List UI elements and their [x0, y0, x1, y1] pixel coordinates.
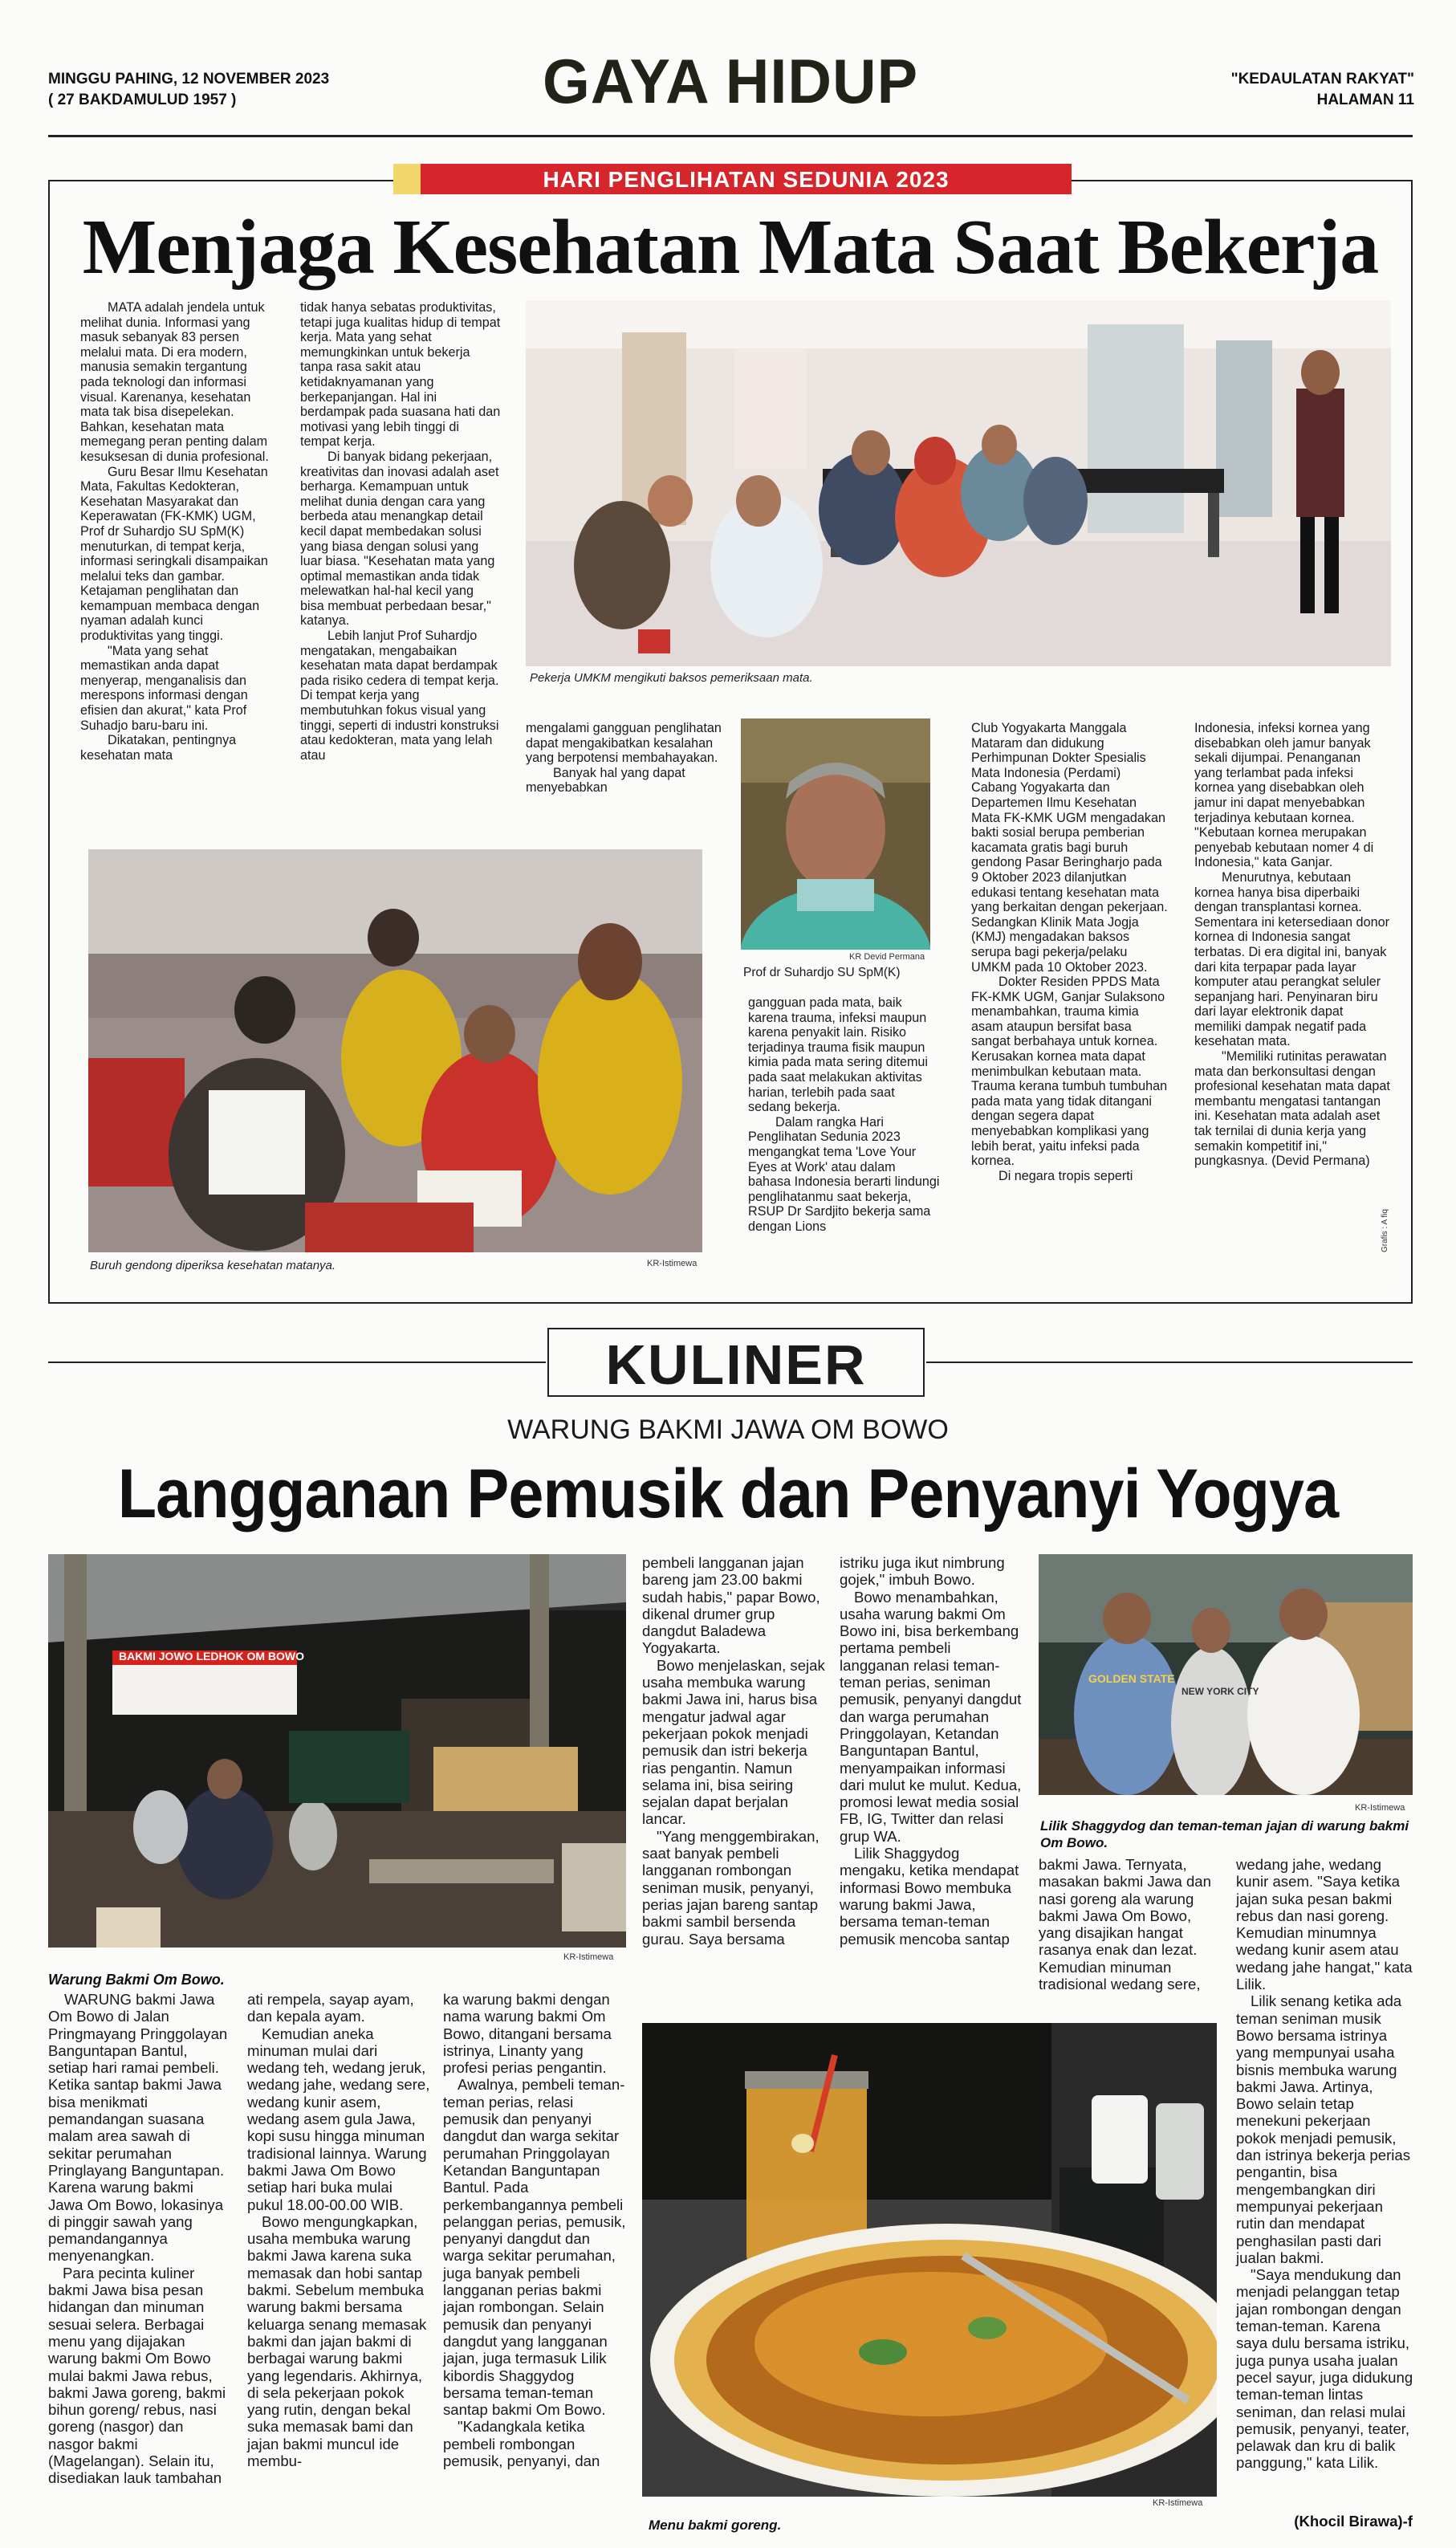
paragraph: "Saya mendukung dan menjadi pelanggan tetap jajan rombongan dengan teman-teman. Karena saya dulu bersama istriku, juga punya usaha jualan pecel sayur, juga didukung teman-teman lintas seniman, dan relasi mulai pemusik, penyanyi, teater, pelawak dan kru di balik panggung," kata Lilik.: [1236, 2266, 1413, 2472]
shirt-text-1: GOLDEN STATE: [1088, 1672, 1175, 1685]
bakmi-goreng-photo: [642, 2023, 1217, 2497]
paragraph: ati rempela, sayap ayam, dan kepala ayam.: [247, 1991, 414, 2025]
portrait-caption: Prof dr Suhardjo SU SpM(K): [743, 966, 901, 979]
paragraph: "Yang menggembirakan, saat banyak pembeli langganan rombongan seniman musik, penyanyi, perias jajan bareng santap bakmi sambil bersenda gurau. Saya bersama: [642, 1827, 820, 1948]
paragraph: ka warung bakmi dengan nama warung bakmi Om Bowo, ditangani bersama istrinya, Linanty yang profesi perias pengantin.: [443, 1991, 612, 2077]
photo2-credit: KR-Istimewa: [647, 1259, 697, 1268]
kuliner-section-box: [547, 1328, 925, 1397]
kicker-accent: [393, 164, 421, 194]
paragraph: Bowo menambahkan, usaha warung bakmi Om Bowo ini, bisa berkembang pertama pembeli langganan relasi teman-teman perias, seniman pemusik, penyanyi dangdut dan warga perumahan Pringgolayan, Ketandan Banguntapan Bantul, menyampaikan informasi dari mulut ke mulut. Kedua, promosi lewat media sosial FB, IG, Twitter dan relasi grup WA.: [840, 1588, 1022, 1845]
article2-column-g: [1236, 1856, 1414, 2472]
article1-column-2: [300, 300, 501, 763]
paragraph: Banyak hal yang dapat menyebabkan: [526, 765, 685, 796]
paragraph: Dikatakan, pentingnya kesehatan mata: [80, 733, 237, 763]
kuliner-rule-right: [926, 1362, 1413, 1363]
paragraph: Di negara tropis seperti: [998, 1168, 1133, 1183]
article2-column-e: [840, 1554, 1023, 1948]
paragraph: Awalnya, pembeli teman-teman perias, relasi pemusik dan penyanyi dangdut dan warga sekitar perumahan Pringgolayan Ketandan Banguntapan Bantul. Pada perkembangannya pembeli pelanggan perias, pemusik, penyanyi dangdut dan warga sekitar perumahan, juga banyak pembeli langganan perias bakmi jajan rombongan. Selain pemusik dan penyanyi dangdut yang langganan jajan, juga termasuk Lilik kibordis Shaggydog bersama teman-teman santap bakmi Om Bowo.: [443, 2076, 626, 2419]
paragraph: Bowo menjelaskan, sejak usaha membuka warung bakmi Jawa ini, harus bisa mengatur jadwal agar pekerjaan pokok menjadi pemusik dan istri bekerja rias pengantin. Namun selama ini, bisa seiring sejalan dapat berjalan lancar.: [642, 1656, 825, 1828]
date-line: MINGGU PAHING, 12 NOVEMBER 2023: [48, 71, 330, 88]
paragraph: wedang jahe, wedang kunir asem. "Saya ketika jajan suka pesan bakmi rebus dan nasi goreng. Kemudian minumnya wedang kunir asem atau wedang jahe hangat," kata Lilik.: [1236, 1856, 1413, 1993]
article2-column-c: [443, 1991, 626, 2469]
warung-photo-caption: Warung Bakmi Om Bowo.: [48, 1972, 225, 1988]
paragraph: pembeli langganan jajan bareng jam 23.00 bakmi sudah habis," papar Bowo, dikenal drumer grup dangdut Baladewa Yogyakarta.: [642, 1554, 820, 1657]
paragraph: "Memiliki rutinitas perawatan mata dan berkonsultasi dengan profesional kesehatan mata dapat membantu mengatasi tantangan ini. Kesehatan mata adalah aset tak ternilai di dunia kerja yang semakin kompetitif ini," pungkasnya. (Devid Permana): [1194, 1049, 1390, 1169]
lilik-photo-credit: KR-Istimewa: [1355, 1803, 1405, 1813]
warung-photo-credit: KR-Istimewa: [563, 1952, 614, 1962]
paragraph: WARUNG bakmi Jawa Om Bowo di Jalan Pringmayang Pringgolayan Banguntapan Bantul, setiap hari ramai pembeli. Ketika santap bakmi Jawa bisa menikmati pemandangan suasana malam area sawah di sekitar perumahan Pringlayang Banguntapan. Karena warung bakmi Jawa Om Bowo, lokasinya di pinggir sawah yang pemandangannya menyenangkan.: [48, 1991, 228, 2265]
paragraph: MATA adalah jendela untuk melihat dunia. Informasi yang masuk sebanyak 83 persen melalui mata. Di era modern, manusia semakin tergantung pada teknologi dan informasi visual. Karenanya, kesehatan mata tak bisa disepelekan. Bahkan, kesehatan mata memegang peran penting dalam kesuksesan di dunia profesional.: [80, 300, 269, 464]
buruh-gendong-photo: [88, 849, 702, 1252]
paragraph: Kemudian aneka minuman mulai dari wedang teh, wedang jeruk, wedang jahe, wedang sere, wedang kunir asem, wedang asem gula Jawa, kopi susu hingga minuman tradisional lainnya. Warung bakmi Jawa Om Bowo setiap hari buka mulai pukul 18.00-00.00 WIB.: [247, 2025, 430, 2213]
designer-credit: Grafis : A fiq: [1381, 1209, 1389, 1252]
photo1-caption: Pekerja UMKM mengikuti baksos pemeriksaan mata.: [530, 671, 813, 685]
photo2-caption: Buruh gendong diperiksa kesehatan matanya.: [90, 1259, 336, 1272]
shirt-text-2: NEW YORK CITY: [1181, 1686, 1259, 1697]
article2-column-d: [642, 1554, 825, 1948]
paragraph: Dalam rangka Hari Penglihatan Sedunia 2023 mengangkat tema 'Love Your Eyes at Work' atau dalam bahasa Indonesia berarti lindungi penglihatanmu saat bekerja, RSUP Dr Sardjito bekerja sama dengan Lions: [748, 1114, 940, 1234]
paragraph: bakmi Jawa. Ternyata, masakan bakmi Jawa dan nasi goreng ala warung bakmi Jawa Om Bowo, yang disajikan hangat rasanya enak dan lezat. Kemudian minuman tradisional wedang sere,: [1039, 1856, 1211, 1993]
paragraph: Guru Besar Ilmu Kesehatan Mata, Fakultas Kedokteran, Kesehatan Masyarakat dan Keperawatan (FK-KMK) UGM, Prof dr Suhardjo SU SpM(K) menuturkan, di tempat kerja, informasi seringkali disampaikan melalui teks dan gambar. Ketajaman penglihatan dan kemampuan membaca dengan nyaman adalah kunci produktivitas yang tinggi.: [80, 464, 268, 644]
article1-column-3: [526, 721, 730, 796]
article1-column-4: [748, 995, 941, 1235]
paragraph: "Mata yang sehat memastikan anda dapat menyerap, menganalisis dan merespons informasi dengan efisien dan akurat," kata Prof Suhadjo baru-baru ini.: [80, 643, 248, 733]
section-title: GAYA HIDUP: [542, 46, 919, 116]
paragraph: Dokter Residen PPDS Mata FK-KMK UGM, Ganjar Sulaksono menambahkan, trauma kimia asam ataupun bersifat basa sangat berbahaya untuk kornea. Kerusakan kornea mata dapat menimbulkan kebutaan mata. Trauma kerana tumbuh tumbuhan pada mata yang tidak ditangani dengan segera dapat menyebabkan komplikasi yang lebih berat, yaitu infeksi pada kornea.: [971, 975, 1168, 1169]
kuliner-rule-left: [48, 1362, 546, 1363]
paragraph: Di banyak bidang pekerjaan, kreativitas dan inovasi adalah aset berharga. Kemampuan untuk melihat dunia dengan cara yang berbeda atau menangkap detail kecil dapat membedakan solusi yang biasa dengan solusi yang luar biasa. "Kesehatan mata yang optimal memastikan anda tidak melewatkan hal-hal kecil yang bisa membuat perbedaan besar," katanya.: [300, 449, 499, 629]
article2-column-b: [247, 1991, 430, 2469]
paragraph: tidak hanya sebatas produktivitas, tetapi juga kualitas hidup di tempat kerja. Mata yang sehat memungkinkan untuk bekerja tanpa rasa sakit atau ketidaknyamanan yang berkepanjangan. Hal ini berdampak pada suasana hati dan motivasi yang lebih tinggi di tempat kerja.: [300, 300, 501, 450]
article1-kicker-band: [393, 164, 1072, 194]
paragraph: Club Yogyakarta Manggala Mataram dan didukung Perhimpunan Dokter Spesialis Mata Indonesia (Perdami) Cabang Yogyakarta dan Departemen Ilmu Kesehatan Mata FK-KMK UGM mengadakan bakti sosial berupa pemberian kacamata gratis bagi buruh gendong Pasar Beringharjo pada 9 Oktober 2023 dilanjutkan edukasi tentang kesehatan mata yang berkaitan dengan pekerjaan. Sedangkan Klinik Mata Jogja (KMJ) mengadakan baksos serupa bagi pekerja/pelaku UMKM pada 10 Oktober 2023.: [971, 721, 1168, 975]
article2-column-a: [48, 1991, 231, 2487]
byline: (Khocil Birawa)-f: [1294, 2513, 1413, 2530]
masthead-rule: [48, 135, 1413, 137]
paragraph: mengalami gangguan penglihatan dapat mengakibatkan kesalahan yang berpotensi membahayakan.: [526, 721, 722, 766]
paragraph: Indonesia, infeksi kornea yang disebabkan oleh jamur banyak sekali dijumpai. Penanganan yang terlambat pada infeksi kornea yang disebabkan oleh jamur ini dapat menyebabkan terjadinya kebutaan kornea. "Kebutaan kornea merupakan penyebab kebutaan nomer 4 di Indonesia," kata Ganjar.: [1194, 721, 1374, 870]
javanese-date: ( 27 BAKDAMULUD 1957 ): [48, 92, 237, 108]
article1-column-6: [1194, 721, 1391, 1169]
article1-headline: Menjaga Kesehatan Mata Saat Bekerja: [82, 204, 1379, 291]
umkm-waiting-room-photo: [526, 300, 1391, 666]
warung-photo: [48, 1554, 626, 1948]
paragraph: "Kadangkala ketika pembeli rombongan pemusik, penyanyi, dan: [443, 2418, 600, 2470]
article2-headline: Langganan Pemusik dan Penyanyi Yogya: [117, 1455, 1339, 1532]
publication-name: "KEDAULATAN RAKYAT": [1230, 71, 1414, 88]
bakmi-photo-caption: Menu bakmi goreng.: [649, 2517, 782, 2533]
portrait-credit: KR Devid Permana: [849, 952, 925, 962]
sign-text: BAKMI JOWO LEDHOK OM BOWO: [119, 1650, 304, 1663]
paragraph: Para pecinta kuliner bakmi Jawa bisa pesan hidangan dan minuman sesuai selera. Berbagai menu yang dijajakan warung bakmi Om Bowo mulai bakmi Jawa rebus, bakmi Jawa goreng, bakmi bihun goreng/ rebus, nasi goreng (nasgor) dan nasgor bakmi (Magelangan). Selain itu, disediakan lauk tambahan: [48, 2264, 226, 2487]
paragraph: Lilik Shaggydog mengaku, ketika mendapat informasi Bowo membuka warung bakmi Jawa, bersama teman-teman pemusik mencoba santap: [840, 1845, 1019, 1948]
lilik-friends-photo: [1039, 1554, 1413, 1795]
paragraph: gangguan pada mata, baik karena trauma, infeksi maupun karena penyakit lain. Risiko terjadinya trauma fisik maupun kimia pada mata sering ditemui pada saat melakukan aktivitas harian, terlebih pada saat sedang bekerja.: [748, 995, 929, 1115]
suhardjo-portrait: [741, 718, 930, 950]
article2-column-f: [1039, 1856, 1215, 1992]
article2-kicker: WARUNG BAKMI JAWA OM BOWO: [507, 1414, 949, 1445]
kuliner-section-title: KULINER: [605, 1333, 867, 1396]
article1-kicker: HARI PENGLIHATAN SEDUNIA 2023: [543, 167, 950, 192]
lilik-photo-caption: Lilik Shaggydog dan teman-teman jajan di warung bakmi Om Bowo.: [1040, 1818, 1409, 1850]
page-number: HALAMAN 11: [1316, 92, 1414, 108]
bakmi-photo-credit: KR-Istimewa: [1153, 2498, 1203, 2508]
paragraph: istriku juga ikut nimbrung gojek," imbuh Bowo.: [840, 1554, 1005, 1589]
paragraph: Lilik senang ketika ada teman seniman musik Bowo bersama istrinya yang mempunyai usaha bisnis membuka warung bakmi Jawa. Artinya, Bowo selain tetap menekuni pekerjaan pokok menjadi pemusik, dan istrinya bekerja perias pengantin, bisa mengembangkan diri mempunyai pekerjaan rutin dan mendapat penghasilan pasti dari jualan bakmi.: [1236, 1992, 1411, 2266]
paragraph: Lebih lanjut Prof Suhardjo mengatakan, mengabaikan kesehatan mata dapat berdampak pada risiko cedera di tempat kerja. Di tempat kerja yang membutuhkan fokus visual yang tinggi, seperti di industri konstruksi atau kedokteran, mata yang lelah atau: [300, 629, 499, 763]
paragraph: Menurutnya, kebutaan kornea hanya bisa diperbaiki dengan transplantasi kornea. Sementara ini ketersediaan donor kornea di Indonesia sangat terbatas. Di era digital ini, banyak dari kita terpapar pada layar komputer atau perangkat seluler sepanjang hari. Penyinaran biru dari layar elektronik dapat memiliki dampak negatif pada kesehatan mata.: [1194, 869, 1389, 1049]
article1-column-5: [971, 721, 1168, 1183]
article1-column-1: [80, 300, 273, 763]
paragraph: Bowo mengungkapkan, usaha membuka warung bakmi Jawa karena suka memasak dan hobi santap bakmi. Sebelum membuka warung bakmi bersama keluarga senang memasak bakmi dan jajan bakmi di berbagai warung bakmi yang legendaris. Akhirnya, di sela pekerjaan pokok yang rutin, dengan bekal suka memasak bami dan jajan bakmi muncul ide membu-: [247, 2212, 427, 2470]
